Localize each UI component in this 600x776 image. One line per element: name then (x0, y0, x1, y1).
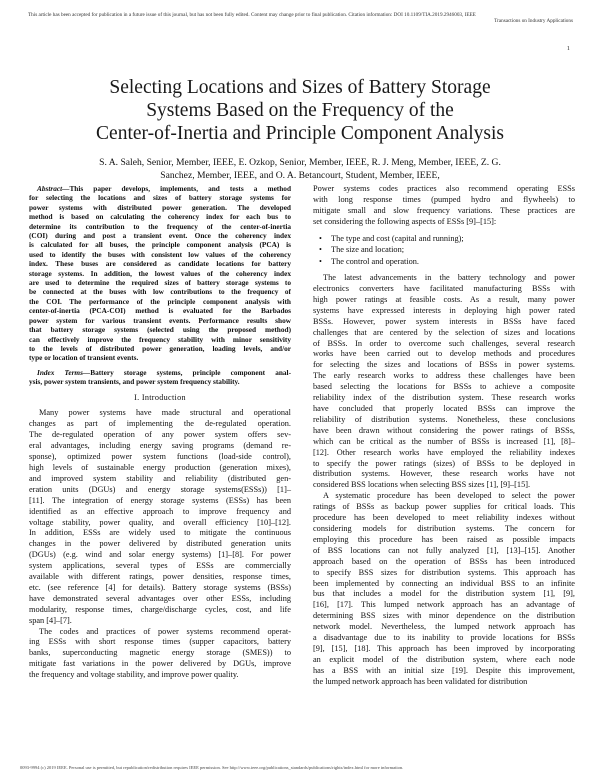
text-line: voltage stability, power quality, and overall efficiency [10]–[12]. (29, 517, 291, 527)
text-line: of BSS locations can not fully analyzed [1], [13]–[15]. Another (313, 545, 575, 555)
text-line: bus that includes a model for the distribution system [1], [9], (313, 589, 575, 599)
text-line: available with different ratings, power densities, response times, (29, 572, 291, 582)
text-line: an explicit model of the distribution system, where each node (313, 654, 575, 664)
text-line: storage systems. In addition, the lowest values of the coherency index (29, 268, 291, 278)
text-line: electronics converters have facilitated manufacturing BSSs with (313, 284, 575, 294)
right-paragraph-1 (313, 184, 575, 228)
index-terms-label: Index Terms— (37, 367, 91, 377)
text-line: ysis, power system transients, and power system frequency stability. (29, 377, 240, 387)
text-line: employing this procedure has been raised as possible impacts (313, 534, 575, 544)
text-line: can effectively improve the frequency stability with minor sensitivity (29, 334, 291, 344)
right-column (313, 184, 575, 688)
text-line: [9], [15], [18]. This approach has been improved by incorporating (313, 643, 575, 653)
text-line: eration units (DGUs) and energy storage systems(ESSs)) [1]– (29, 484, 291, 494)
text-line: method is based on calculating the coherency index for each bus to (29, 212, 291, 222)
text-line: of BSSs. In order to overcome such challenges, several research (313, 338, 575, 348)
right-paragraph-2 (313, 273, 575, 491)
title-line: Center-of-Inertia and Principle Component Analysis (96, 123, 504, 144)
index-terms (29, 368, 291, 387)
text-line: center-of-inertia (PCA-COI) method is evaluated for the Barbados (29, 306, 291, 316)
banner-line-2: Transactions on Industry Applications (494, 18, 573, 25)
text-line: changes as part of implementing the de-regulated operation. (29, 419, 291, 429)
text-line: [11]. The integration of energy storage systems (ESSs) has been (29, 495, 291, 505)
text-line: systems have expressed interests in deploying high power rated (313, 305, 575, 315)
text-line: approach based on the operation of BSSs has been introduced (313, 556, 575, 566)
text-line: etc. (see reference [4] for details). Battery storage systems (BSSs) (29, 582, 291, 592)
text-line: The latest advancements in the battery technology and power (323, 273, 575, 283)
text-line: sponse), optimized power system functions (load-side control), (29, 452, 291, 462)
text-line: span [4]–[7]. (29, 615, 72, 625)
text-line: to the levels of distributed power generation, loading levels, and/or (29, 343, 291, 353)
text-line: system applications, several types of ESSs are commercially (29, 561, 291, 571)
text-line: be connected at the buses with low contributions to the frequency of (29, 287, 291, 297)
title-line: Systems Based on the Frequency of the (146, 100, 454, 121)
author-line: Sanchez, Member, IEEE, and O. A. Betancourt, Student, Member, IEEE, (160, 170, 440, 181)
text-line: power systems with distributed power generation. The developed (29, 202, 291, 212)
text-line: reliability of distribution systems. Nonetheless, these conclusions (313, 414, 575, 424)
text-line: procedure has been developed to meet reliability indexes without (313, 513, 575, 523)
list-item: • The type and cost (capital and running); (319, 233, 464, 243)
text-line: In addition, ESSs are widely used to mitigate the continuous (29, 528, 291, 538)
text-line: BSSs. However, power system interests in BSSs have faced (313, 316, 575, 326)
text-line: A systematic procedure has been developed to select the power (323, 491, 575, 501)
copyright-footer: 0093-9994 (c) 2019 IEEE. Personal use is permitted, but republication/redistribution requires IEEE permission. See http://www.ieee.org/publications_standards/publications/rights/index.html for more information. (20, 765, 404, 770)
text-line: challenges that are centered by the selection of sizes and locations (313, 327, 575, 337)
text-line: The de-regulated operation of any power system offers sev- (29, 430, 291, 440)
text-line: the lumped network approach has been validated for distribution (313, 676, 528, 686)
list-item: • The size and location; (319, 245, 405, 255)
list-item: • The control and operation. (319, 256, 420, 266)
intro-paragraph-1 (29, 408, 291, 626)
text-line: eral advantages, including energy saving programs (demand re- (29, 441, 291, 451)
page-number: 1 (566, 45, 570, 52)
text-line: which can be critical as the number of BSSs is increased [1], [8]– (313, 436, 575, 446)
text-line: Power systems codes practices also recommend operating ESSs (313, 184, 575, 193)
text-line: set considering the following aspects of ESSs [9]–[15]: (313, 216, 497, 226)
text-line: mitigate small and slow frequency variations. These practices are (313, 205, 575, 215)
journal-banner (28, 12, 573, 25)
text-line: index. These buses are considered as candidate locations for battery (29, 259, 291, 269)
banner-line-1: This article has been accepted for publication in a future issue of this journal, but has not been fully edited. Content may change prior to final publication. Citation information: DOI 10.1109/TIA.2019.2946003, IEEE (28, 12, 476, 18)
text-line: (COI) during and post a transient event. Once the coherency index (29, 231, 291, 241)
text-line: for selecting the sizes and locations of BSSs in power systems. (313, 360, 575, 370)
text-line: to specify the power ratings (sizes) of BSSs to be deployed in (313, 458, 575, 468)
text-line: have concluded that properly located BSSs can improve the (313, 404, 575, 413)
author-line: S. A. Saleh, Senior, Member, IEEE, E. Ozkop, Senior, Member, IEEE, R. J. Meng, Member, IEEE, Z. G. (99, 157, 501, 168)
text-line: modularity, response times, charge/discharge cycles, cost, and life (29, 604, 291, 614)
left-column (29, 184, 291, 681)
text-line: (DGUs) (e.g. wind and solar energy systems) [1]–[8]. For power (29, 550, 291, 560)
text-line: Many power systems have made structural and operational (39, 408, 291, 418)
section-heading: I. Introduction (134, 392, 186, 402)
text-line: The codes and practices of power systems recommend operat- (39, 626, 291, 636)
text-line: based selecting the locations for BSSs to achieve a composite (313, 382, 575, 392)
text-line: a disadvantage due to its inability to provide locations for BSSs (313, 633, 575, 643)
text-line: determine its contribution to the frequency of the center-of-inertia (29, 221, 291, 231)
text-line: that battery storage systems (selected using the proposed method) (29, 325, 291, 335)
text-line: mitigate fast variations in the power delivered by DGUs, improve (29, 659, 291, 669)
text-line: are used to determine the required sizes of battery storage systems to (29, 278, 291, 288)
text-line: and improved system stability and reliability (distributed gen- (29, 473, 291, 483)
right-paragraph-3 (313, 491, 575, 687)
text-line: type or location of transient events. (29, 353, 139, 363)
text-line: has a BSS with an initial size [19]. Despite this improvement, (313, 665, 575, 675)
text-line: network model. Nevertheless, the lumped network approach has (313, 622, 575, 632)
text-line: distribution systems. However, these research works have not (313, 469, 575, 479)
paper-title (40, 76, 560, 145)
text-line: high power ratings at feasible costs. As a result, many power (313, 294, 575, 304)
text-line: high levels of sustainable energy production (generation mixes), (29, 462, 291, 472)
text-line: ing ESSs with short response times (supper capacitors, battery (29, 637, 291, 647)
text-line: to specify BSS sizes for distribution systems. This approach has (313, 567, 575, 577)
text-line: been implemented by connecting an individual BSS to an infinite (313, 578, 575, 588)
text-line: for selecting the locations and sizes of battery storage systems for (29, 193, 291, 203)
text-line: The early research works to address these challenges have been (313, 371, 575, 381)
text-line: have demonstrated several advantages over other ESSs, including (29, 593, 291, 603)
text-line: is calculated for all buses, the principle component analysis (PCA) is (29, 240, 291, 250)
text-line: ratings of BSSs as backup power supplies for critical loads. This (313, 502, 575, 512)
text-line: power system for various transient events. Performance results show (29, 315, 291, 325)
title-line: Selecting Locations and Sizes of Battery Storage (109, 77, 491, 98)
text-line: considering models for distribution systems. The concern for (313, 523, 575, 533)
text-line: banks, superconducting magnetic energy storage (SMES)) to (29, 648, 291, 658)
intro-paragraph-2 (29, 627, 291, 682)
text-line: the COI. The performance of the principle component analysis with (29, 296, 291, 306)
aspect-list (313, 233, 575, 268)
text-line: used to identify the buses with consistent low values of the coherency (29, 249, 291, 259)
text-line: Index Terms—Battery storage systems, principle component anal- (37, 367, 292, 377)
author-list (40, 156, 560, 182)
text-line: determining BSS sizes with minor dependence on the distribution (313, 611, 575, 621)
text-line: works have been carried out to develop methods and procedures (313, 349, 575, 359)
abstract (29, 184, 291, 363)
abstract-label: Abstract— (37, 184, 70, 193)
text-line: [12]. Other research works have employed the reliability indexes (313, 447, 575, 457)
text-line: identified as an effective approach to improve frequency and (29, 506, 291, 516)
text-line: Abstract—This paper develops, implements, and tests a method (37, 184, 291, 193)
text-line: have been drawn without considering the power ratings of BSSs, (313, 425, 575, 435)
text-line: considered BSS locations when selecting BSS sizes [1], [9]–[15]. (313, 480, 531, 490)
text-line: [16], [17]. This lumped network approach has an advantage of (313, 600, 575, 610)
text-line: with long response times (pumped hydro and flywheels) to (313, 194, 575, 204)
text-line: changes in the power delivered by distributed generation units (29, 539, 291, 549)
text-line: reliability index of the distribution system. These research works (313, 393, 575, 403)
text-line: the frequency and voltage stability, and improve power quality. (29, 670, 239, 680)
